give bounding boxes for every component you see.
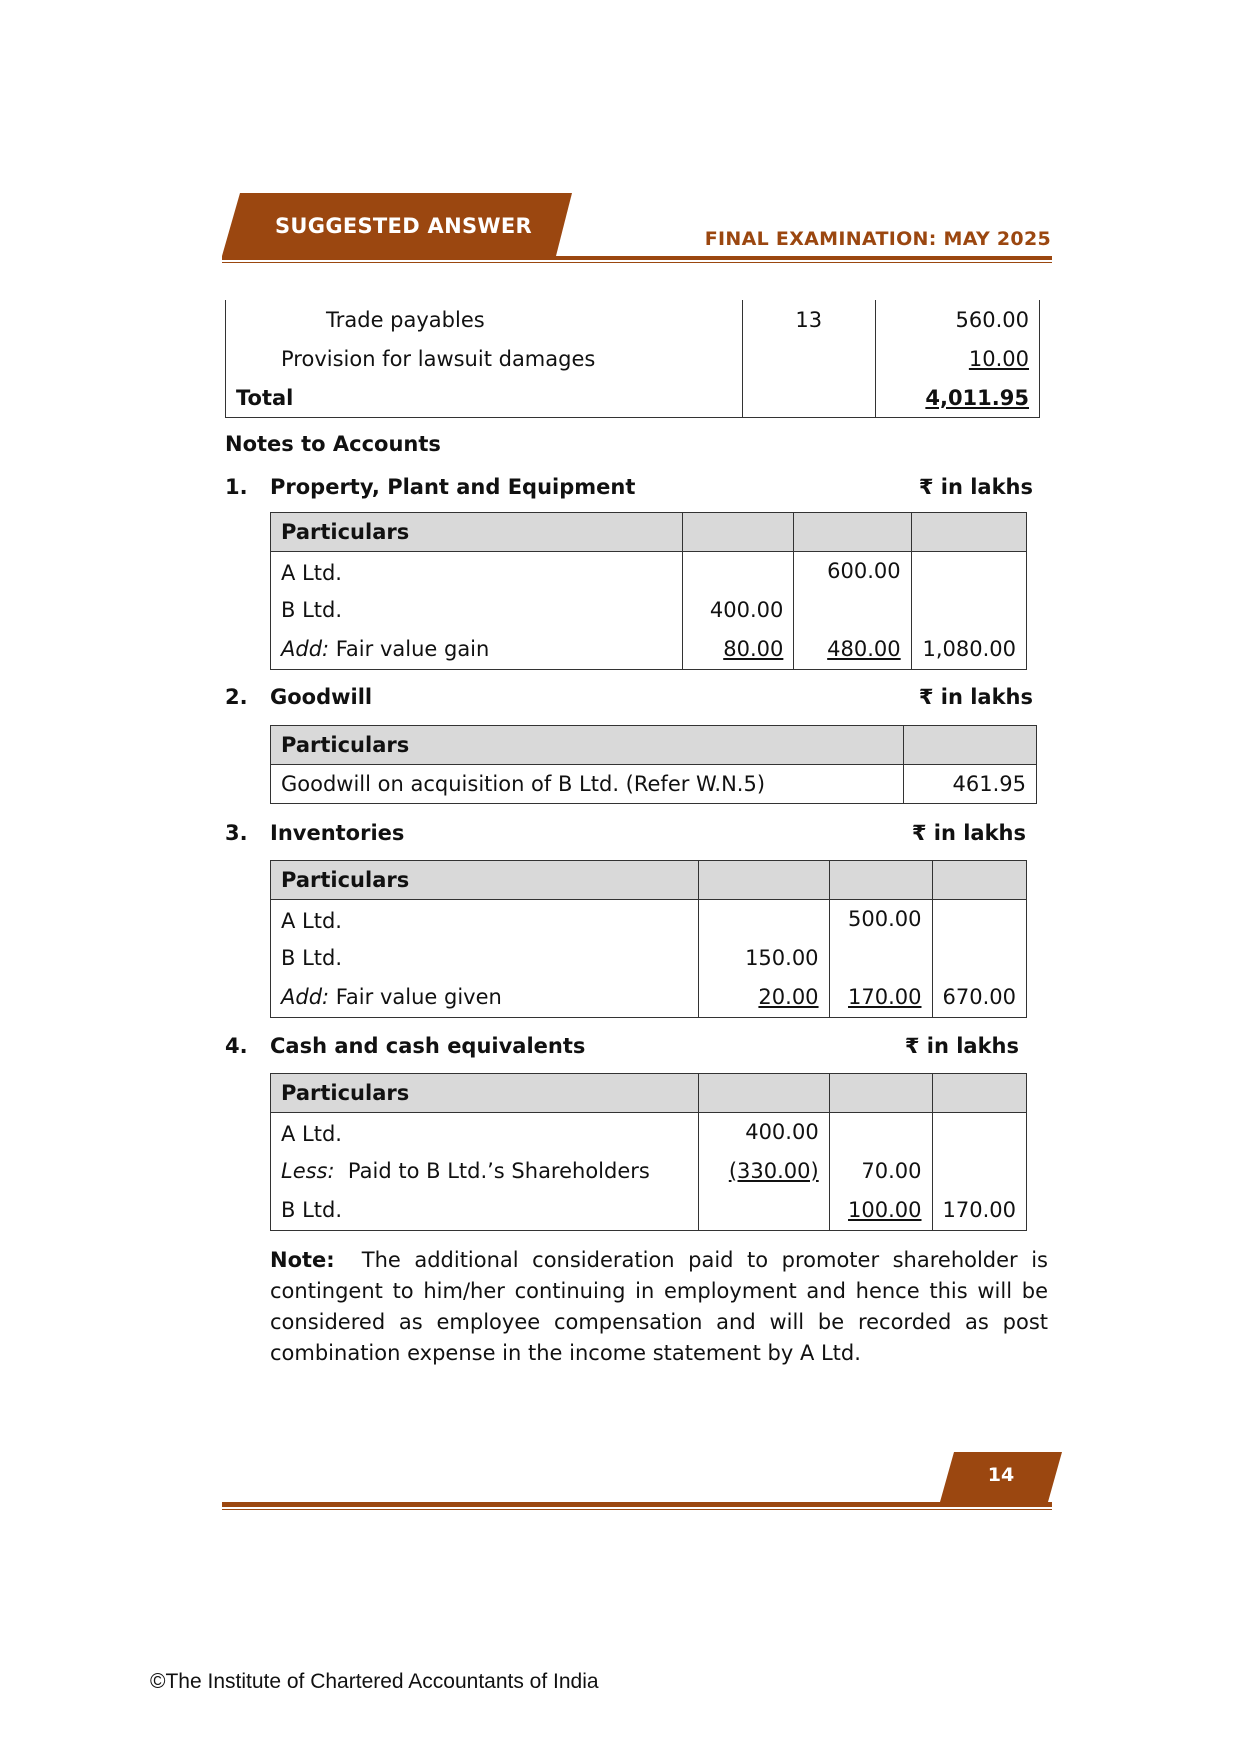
row-label: Add: Fair value gain bbox=[271, 630, 683, 670]
table-header bbox=[271, 726, 1037, 765]
table-row bbox=[226, 300, 1040, 339]
header-rule bbox=[222, 256, 1052, 260]
row-label: Less: Paid to B Ltd.’s Shareholders bbox=[271, 1152, 699, 1191]
inventories-table bbox=[270, 860, 1027, 1018]
unit-label: ₹ in lakhs bbox=[918, 685, 1033, 709]
unit-label: ₹ in lakhs bbox=[918, 475, 1033, 499]
table-row: A Ltd. 500.00 bbox=[271, 900, 1027, 939]
note-label: Note: bbox=[270, 1248, 335, 1272]
table-row: Add: Fair value gain 80.00 480.00 1,080.00 bbox=[271, 630, 1027, 670]
header-particulars: Particulars bbox=[271, 861, 699, 900]
cash-table bbox=[270, 1073, 1027, 1231]
exam-title: FINAL EXAMINATION: MAY 2025 bbox=[704, 228, 1051, 250]
footer-rule-thin bbox=[222, 1509, 1052, 1510]
note-number: 4. bbox=[225, 1034, 248, 1058]
note-title: Goodwill bbox=[270, 685, 373, 709]
row-label: A Ltd. bbox=[271, 900, 699, 939]
table-row: B Ltd. 100.00 170.00 bbox=[271, 1191, 1027, 1231]
table-row: A Ltd. 400.00 bbox=[271, 1113, 1027, 1152]
header-particulars: Particulars bbox=[271, 513, 683, 552]
row-label: Add: Fair value given bbox=[271, 978, 699, 1018]
row-note bbox=[742, 339, 875, 378]
row-label: A Ltd. bbox=[271, 552, 683, 591]
page-number: 14 bbox=[987, 1464, 1015, 1486]
balance-sheet-fragment bbox=[225, 300, 1040, 418]
table-row: B Ltd. 150.00 bbox=[271, 939, 1027, 978]
ppe-table bbox=[270, 512, 1027, 670]
header-tab-label: SUGGESTED ANSWER bbox=[275, 214, 532, 238]
row-note bbox=[742, 378, 875, 418]
header-particulars: Particulars bbox=[271, 726, 904, 765]
note-title: Inventories bbox=[270, 821, 405, 845]
table-header bbox=[271, 861, 1027, 900]
row-label: Provision for lawsuit damages bbox=[226, 339, 743, 378]
unit-label: ₹ in lakhs bbox=[904, 1034, 1019, 1058]
row-label: B Ltd. bbox=[271, 939, 699, 978]
row-label: B Ltd. bbox=[271, 1191, 699, 1231]
row-note: 13 bbox=[742, 300, 875, 339]
table-row: B Ltd. 400.00 bbox=[271, 591, 1027, 630]
row-amount: 560.00 bbox=[875, 300, 1039, 339]
notes-heading: Notes to Accounts bbox=[225, 432, 441, 456]
table-row: Goodwill on acquisition of B Ltd. (Refer W.N.5) 461.95 bbox=[271, 765, 1037, 804]
row-label: Goodwill on acquisition of B Ltd. (Refer W.N.5) bbox=[271, 765, 904, 804]
copyright: ©The Institute of Chartered Accountants of India bbox=[150, 1670, 599, 1693]
unit-label: ₹ in lakhs bbox=[911, 821, 1026, 845]
total-label: Total bbox=[226, 378, 743, 418]
table-row: Less: Paid to B Ltd.’s Shareholders (330.00) 70.00 bbox=[271, 1152, 1027, 1191]
note-number: 1. bbox=[225, 475, 248, 499]
table-row: A Ltd. 600.00 bbox=[271, 552, 1027, 591]
footer-rule bbox=[222, 1502, 1052, 1507]
table-row bbox=[226, 339, 1040, 378]
table-row: Add: Fair value given 20.00 170.00 670.00 bbox=[271, 978, 1027, 1018]
note-number: 3. bbox=[225, 821, 248, 845]
table-row bbox=[226, 378, 1040, 418]
row-label: A Ltd. bbox=[271, 1113, 699, 1152]
goodwill-table bbox=[270, 725, 1037, 804]
row-label: Trade payables bbox=[226, 300, 743, 339]
table-header bbox=[271, 513, 1027, 552]
row-amount: 10.00 bbox=[875, 339, 1039, 378]
table-header bbox=[271, 1074, 1027, 1113]
row-label: B Ltd. bbox=[271, 591, 683, 630]
total-amount: 4,011.95 bbox=[875, 378, 1039, 418]
header-rule-thin bbox=[222, 262, 1052, 263]
header-particulars: Particulars bbox=[271, 1074, 699, 1113]
note-title: Property, Plant and Equipment bbox=[270, 475, 636, 499]
note-paragraph bbox=[270, 1245, 1048, 1369]
note-number: 2. bbox=[225, 685, 248, 709]
note-title: Cash and cash equivalents bbox=[270, 1034, 586, 1058]
note-text: The additional consideration paid to promoter shareholder is contingent to him/her continuing in employment and hence this will be considered as employee compensation and will be recorded as post combination expense in the income statement by A Ltd. bbox=[270, 1248, 1048, 1365]
